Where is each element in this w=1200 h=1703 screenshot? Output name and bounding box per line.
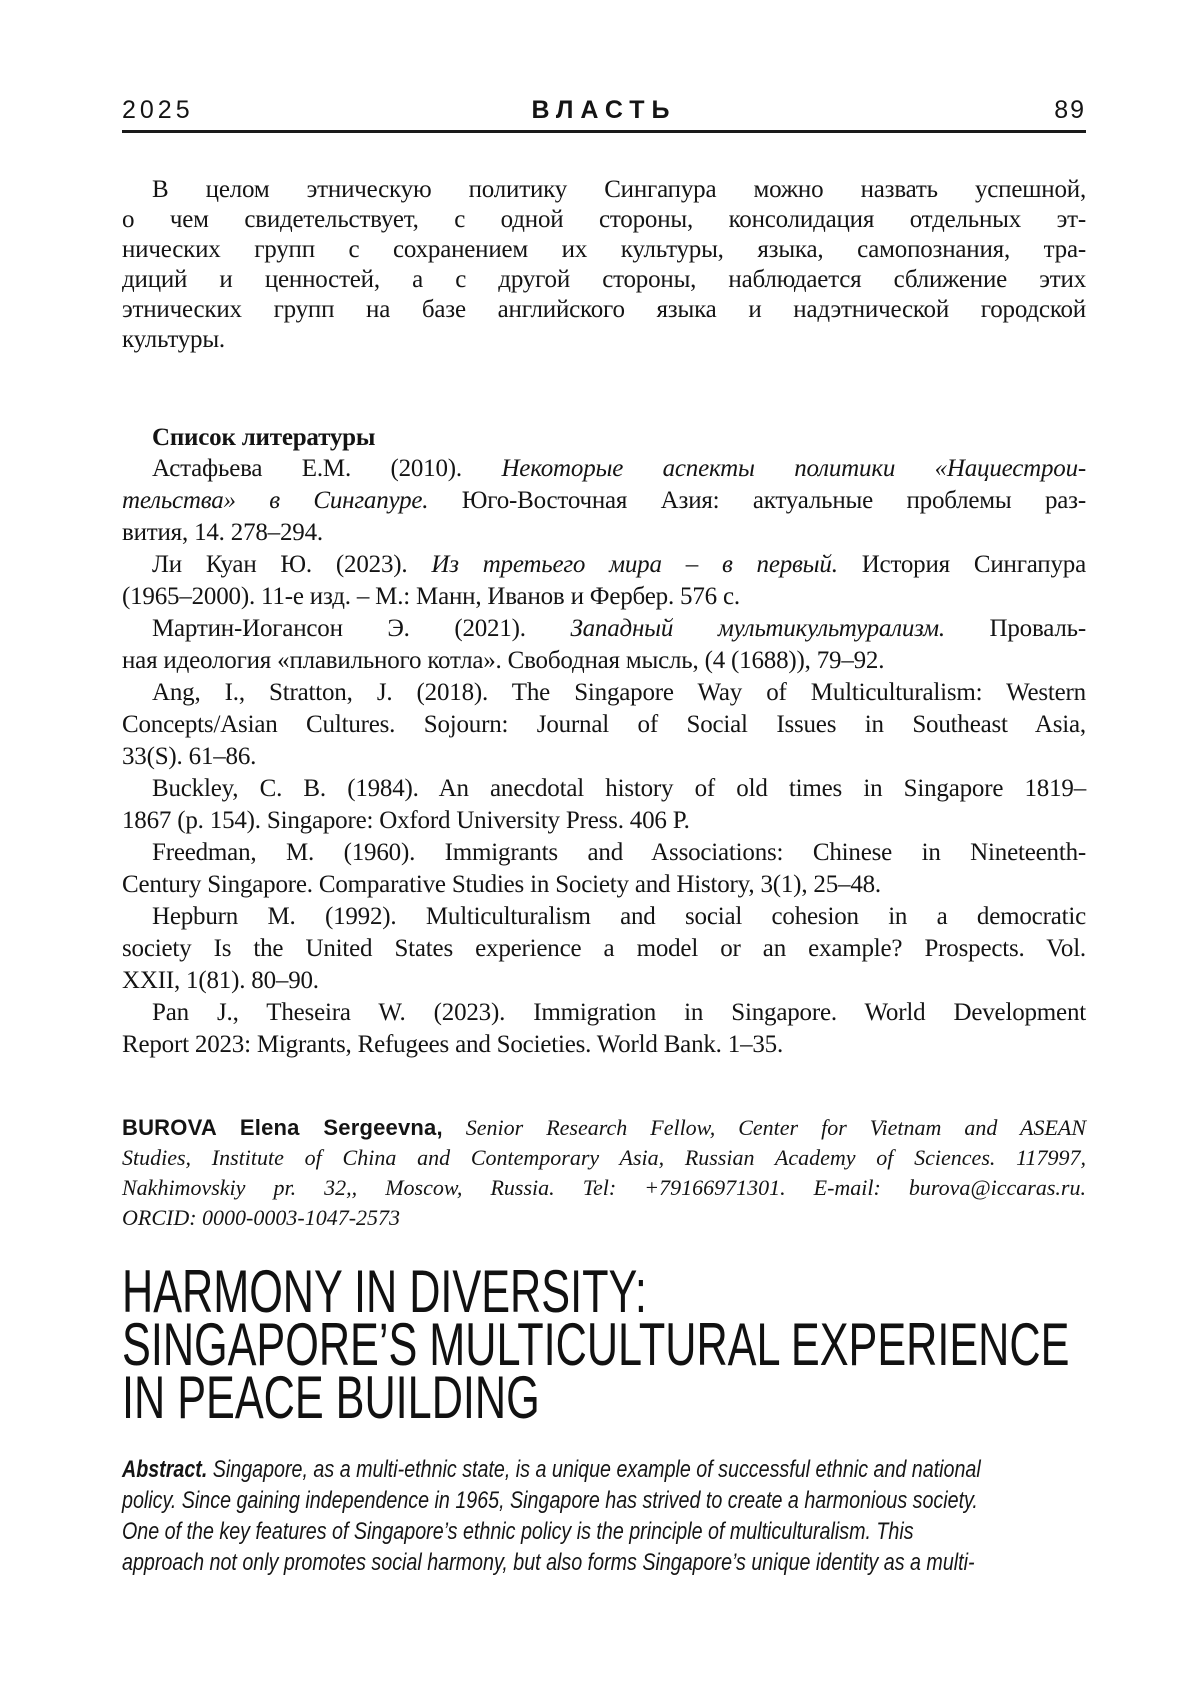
reference-line: Pan J., Theseira W. (2023). Immigration in Singapore. World Development: [152, 999, 1086, 1026]
references-heading: Список литературы: [152, 424, 376, 451]
author-affiliation: Senior Research Fellow, Center for Vietnam and ASEAN: [465, 1115, 1087, 1140]
header-rule: [122, 130, 1086, 133]
reference-line: [122, 613, 1086, 645]
reference-line: Report 2023: Migrants, Refugees and Societies. World Bank. 1–35.: [122, 1031, 784, 1058]
paragraph-line: о чем свидетельствует, с одной стороны, консолидация отдельных эт-: [122, 206, 1086, 233]
abstract-line: [122, 1454, 981, 1485]
reference-text: История Сингапура: [861, 551, 1086, 578]
header-page-number: 89: [1054, 96, 1086, 124]
reference-line: Buckley, C. B. (1984). An anecdotal history of old times in Singapore 1819–: [152, 775, 1086, 802]
reference-line: ная идеология «плавильного котла». Свободная мысль, (4 (1688)), 79–92.: [122, 647, 885, 674]
abstract-label: Abstract.: [122, 1456, 208, 1483]
intro-paragraph: [122, 175, 1086, 355]
reference-line: [122, 485, 1086, 517]
paragraph-line: В целом этническую политику Сингапура можно назвать успешной,: [152, 176, 1086, 203]
references-list: [122, 453, 1086, 1061]
abstract-block: [122, 1454, 1086, 1578]
header-journal-title: ВЛАСТЬ: [531, 96, 677, 124]
author-info-block: [122, 1113, 1086, 1233]
reference-text: Мартин-Иогансон Э. (2021).: [152, 615, 526, 642]
reference-title-italic: Из третьего мира – в первый.: [431, 551, 838, 578]
reference-line: 33(S). 61–86.: [122, 743, 257, 770]
article-title-line: SINGAPORE’S MULTICULTURAL EXPERIENCE: [122, 1311, 1070, 1378]
reference-line: Concepts/Asian Cultures. Sojourn: Journal of Social Issues in Southeast Asia,: [122, 711, 1086, 738]
article-title: [122, 1258, 1086, 1431]
reference-line: Hepburn M. (1992). Multiculturalism and social cohesion in a democratic: [152, 903, 1086, 930]
author-line: Nakhimovskiy pr. 32,, Moscow, Russia. Tel: +79166971301. E-mail: burova@iccaras.ru.: [122, 1175, 1086, 1200]
author-line: [122, 1113, 1086, 1143]
abstract-line: approach not only promotes social harmony, but also forms Singapore’s unique identity as a multi-: [122, 1549, 975, 1576]
reference-line: 1867 (p. 154). Singapore: Oxford University Press. 406 P.: [122, 807, 690, 834]
reference-line: вития, 14. 278–294.: [122, 519, 323, 546]
abstract-text: Singapore, as a multi-ethnic state, is a unique example of successful ethnic and national: [212, 1456, 981, 1483]
reference-line: Century Singapore. Comparative Studies in Society and History, 3(1), 25–48.: [122, 871, 881, 898]
abstract-line: policy. Since gaining independence in 1965, Singapore has strived to create a harmonious society.: [122, 1487, 978, 1514]
paragraph-line: диций и ценностей, а с другой стороны, наблюдается сближение этих: [122, 266, 1086, 293]
reference-text: Ли Куан Ю. (2023).: [152, 551, 408, 578]
paragraph-line: этнических групп на базе английского языка и надэтнической городской: [122, 296, 1086, 323]
author-line: Studies, Institute of China and Contemporary Asia, Russian Academy of Sciences. 117997,: [122, 1145, 1086, 1170]
reference-title-italic: Западный мультикультурализм.: [570, 615, 945, 642]
author-name: BUROVA Elena Sergeevna,: [122, 1115, 443, 1140]
reference-line: (1965–2000). 11-е изд. – М.: Манн, Иванов и Фербер. 576 с.: [122, 583, 740, 610]
reference-text: Проваль-: [989, 615, 1086, 642]
running-head: [122, 97, 1086, 123]
article-title-line: HARMONY IN DIVERSITY:: [122, 1258, 647, 1325]
article-title-line: IN PEACE BUILDING: [122, 1364, 540, 1431]
reference-line: Freedman, M. (1960). Immigrants and Associations: Chinese in Nineteenth-: [152, 839, 1086, 866]
reference-line: XXII, 1(81). 80–90.: [122, 967, 319, 994]
reference-line: Ang, I., Stratton, J. (2018). The Singapore Way of Multiculturalism: Western: [152, 679, 1086, 706]
reference-text: Астафьева Е.М. (2010).: [152, 455, 462, 482]
reference-title-italic: тельства» в Сингапуре.: [122, 487, 429, 514]
reference-title-italic: Некоторые аспекты политики «Нациестрои-: [501, 455, 1087, 482]
reference-line: [122, 549, 1086, 581]
reference-line: society Is the United States experience a model or an example? Prospects. Vol.: [122, 935, 1086, 962]
paragraph-line: культуры.: [122, 326, 225, 353]
reference-line: [122, 453, 1086, 485]
reference-text: Юго-Восточная Азия: актуальные проблемы раз-: [461, 487, 1086, 514]
abstract-line: One of the key features of Singapore’s ethnic policy is the principle of multiculturalism. This: [122, 1518, 914, 1545]
header-year: 2025: [122, 96, 194, 124]
author-orcid: ORCID: 0000-0003-1047-2573: [122, 1205, 401, 1230]
paragraph-line: нических групп с сохранением их культуры, языка, самопознания, тра-: [122, 236, 1086, 263]
